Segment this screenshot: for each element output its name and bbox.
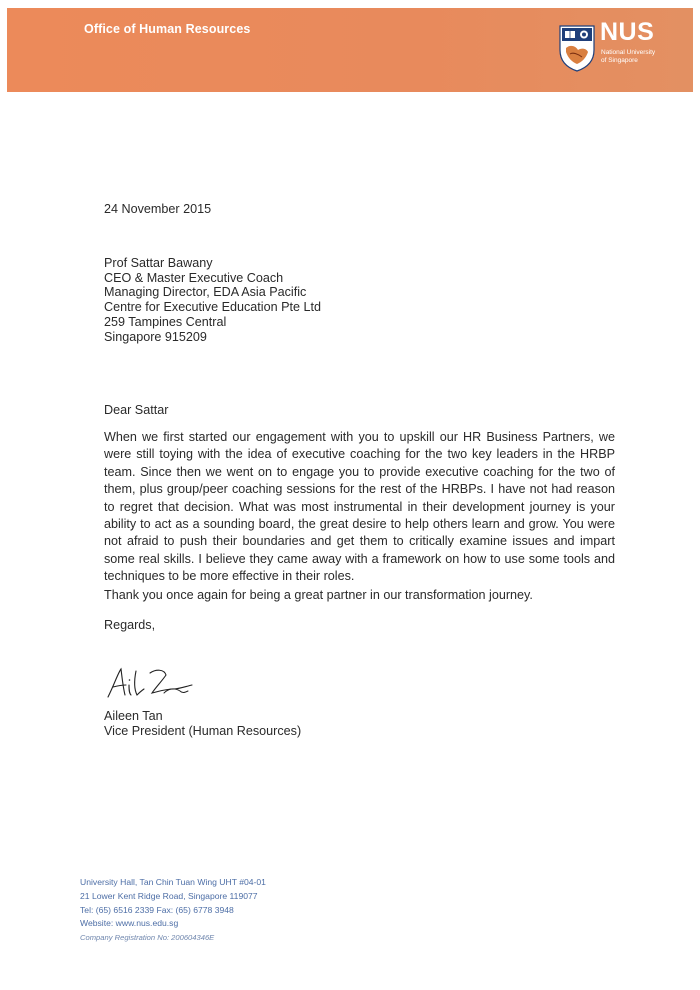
closing: Regards, <box>104 618 156 632</box>
recipient-line: Centre for Executive Education Pte Ltd <box>104 300 322 315</box>
thanks-paragraph: Thank you once again for being a great partner in our transformation journey. <box>104 588 533 602</box>
signer-block <box>104 709 301 738</box>
recipient-line: Prof Sattar Bawany <box>104 256 213 270</box>
recipient-line: 259 Tampines Central <box>104 314 227 329</box>
nus-subtitle-line: of Singapore <box>601 57 638 64</box>
footer-line: Tel: (65) 6516 2339 Fax: (65) 6778 3948 <box>80 904 234 915</box>
recipient-line: CEO & Master Executive Coach <box>104 270 284 285</box>
signer-name: Aileen Tan <box>104 709 163 723</box>
signer-title: Vice President (Human Resources) <box>104 723 302 738</box>
footer-address <box>80 876 266 945</box>
salutation: Dear Sattar <box>104 403 169 417</box>
handwritten-signature <box>104 663 204 707</box>
footer-website: Website: www.nus.edu.sg <box>80 918 179 929</box>
nus-subtitle-line: National University <box>601 49 656 56</box>
letter-date: 24 November 2015 <box>104 202 212 216</box>
footer-line: 21 Lower Kent Ridge Road, Singapore 119077 <box>80 890 258 901</box>
recipient-line: Singapore 915209 <box>104 329 207 344</box>
company-registration: Company Registration No: 200604346E <box>80 933 215 943</box>
letter-body-paragraph: When we first started our engagement with you to upskill our HR Business Partners, we were still toying with the idea of executive coaching for the two key leaders in the HRBP team. Since then we went on to engage you to provide executive coaching for the two of them, plus group/peer coaching sessions for the rest of the HRBPs. I have not had reason to regret that decision. What was most instrumental in their development journey is your ability to act as a sounding board, the great desire to help others learn and grow. You were not afraid to push their boundaries and get them to critically examine issues and impart some real skills. I believe they came away with a framework on how to use some tools and techniques to be more effective in their roles. <box>104 430 615 584</box>
office-title: Office of Human Resources <box>84 22 251 36</box>
footer-line: University Hall, Tan Chin Tuan Wing UHT #04-01 <box>80 877 266 887</box>
nus-crest-logo <box>558 24 596 72</box>
recipient-line: Managing Director, EDA Asia Pacific <box>104 285 307 300</box>
nus-logo-subtitle <box>601 49 655 65</box>
recipient-address <box>104 256 321 344</box>
nus-logo-text: NUS <box>600 18 655 46</box>
